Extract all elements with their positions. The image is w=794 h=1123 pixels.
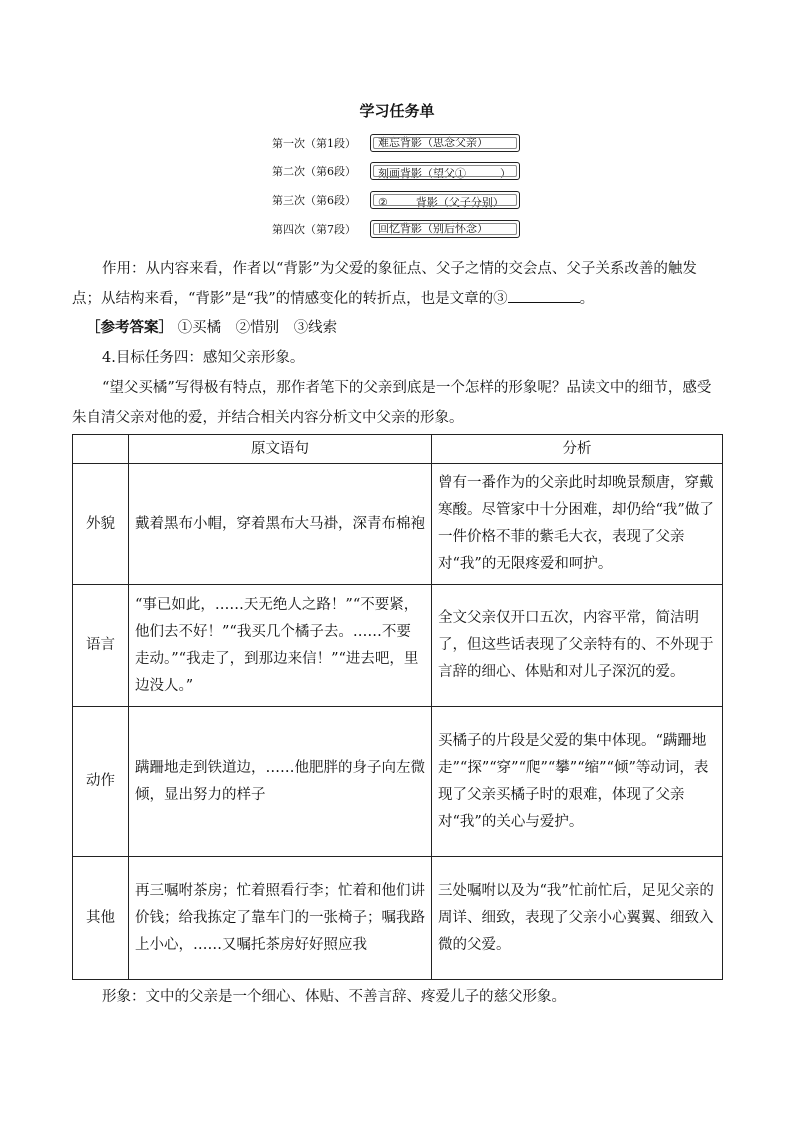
analysis-table	[72, 434, 723, 980]
table-header: 原文语句	[129, 435, 432, 464]
answer-label: ［参考答案］	[86, 319, 173, 336]
analysis-cell: 三处嘱咐以及为“我”忙前忙后，足见父亲的周详、细致，表现了父亲小心翼翼、细致入微的父爱。	[432, 857, 723, 980]
category-cell: 动作	[73, 707, 129, 857]
task-box: 刻画背影（望父① ）	[370, 162, 520, 180]
task-box: 难忘背影（思念父亲）	[370, 134, 520, 152]
analysis-cell: 曾有一番作为的父亲此时却晚景颓唐，穿戴寒酸。尽管家中十分困难，却仍给“我”做了一件价格不菲的紫毛大衣，表现了父亲对“我”的无限疼爱和呵护。	[432, 464, 723, 585]
table-header	[73, 435, 129, 464]
answer-line	[86, 313, 736, 343]
category-cell: 语言	[73, 585, 129, 707]
table-header-row	[73, 435, 723, 464]
table-row	[73, 857, 723, 980]
quote-cell: 蹒跚地走到铁道边，……他肥胖的身子向左微倾，显出努力的样子	[129, 707, 432, 857]
fill-blank	[508, 289, 580, 303]
category-cell: 其他	[73, 857, 129, 980]
analysis-cell: 买橘子的片段是父爱的集中体现。“蹒跚地走”“探”“穿”“爬”“攀”“缩”“倾”等动词，表现了父亲买橘子时的艰难，体现了父亲对“我”的关心与爱护。	[432, 707, 723, 857]
task-label: 第二次（第6段）	[272, 165, 356, 178]
table-row	[73, 464, 723, 585]
task-box: 回忆背影（别后怀念）	[370, 220, 520, 238]
fill-blank	[466, 163, 500, 177]
page-title: 学习任务单	[359, 102, 435, 120]
answer-text: ①买橘 ②惜别 ③线索	[177, 320, 338, 336]
table-row	[73, 707, 723, 857]
task-label: 第一次（第1段）	[272, 137, 356, 150]
table-header: 分析	[432, 435, 723, 464]
task-box: ② 背影（父子分别）	[370, 191, 520, 209]
fill-blank	[388, 192, 416, 206]
table-row	[73, 585, 723, 707]
conclusion: 形象：文中的父亲是一个细心、体贴、不善言辞、疼爱儿子的慈父形象。	[102, 989, 566, 1005]
quote-cell: “事已如此，……天无绝人之路！”“不要紧，他们去不好！”“我买几个橘子去。……不要走动。”“我走了，到那边来信！”“进去吧，里边没人。”	[129, 585, 432, 707]
quote-cell: 戴着黑布小帽，穿着黑布大马褂，深青布棉袍	[129, 464, 432, 585]
goal-description: “望父买橘”写得极有特点，那作者笔下的父亲到底是一个怎样的形象呢？品读文中的细节，感受朱自清父亲对他的爱，并结合相关内容分析文中父亲的形象。	[72, 380, 712, 426]
category-cell: 外貌	[73, 464, 129, 585]
task-label: 第四次（第7段）	[272, 223, 356, 236]
task-label: 第三次（第6段）	[272, 194, 356, 207]
quote-cell: 再三嘱咐茶房；忙着照看行李；忙着和他们讲价钱；给我拣定了靠车门的一张椅子；嘱我路上小心，……又嘱托茶房好好照应我	[129, 857, 432, 980]
analysis-cell: 全文父亲仅开口五次，内容平常，简洁明了，但这些话表现了父亲特有的、不外现于言辞的细心、体贴和对儿子深沉的爱。	[432, 585, 723, 707]
goal-title: 4.目标任务四：感知父亲形象。	[102, 350, 305, 366]
effect-paragraph: 作用：从内容来看，作者以“背影”为父爱的象征点、父子之情的交会点、父子关系改善的触发点；从结构来看，“背影”是“我”的情感变化的转折点，也是文章的③ 。	[72, 261, 697, 307]
